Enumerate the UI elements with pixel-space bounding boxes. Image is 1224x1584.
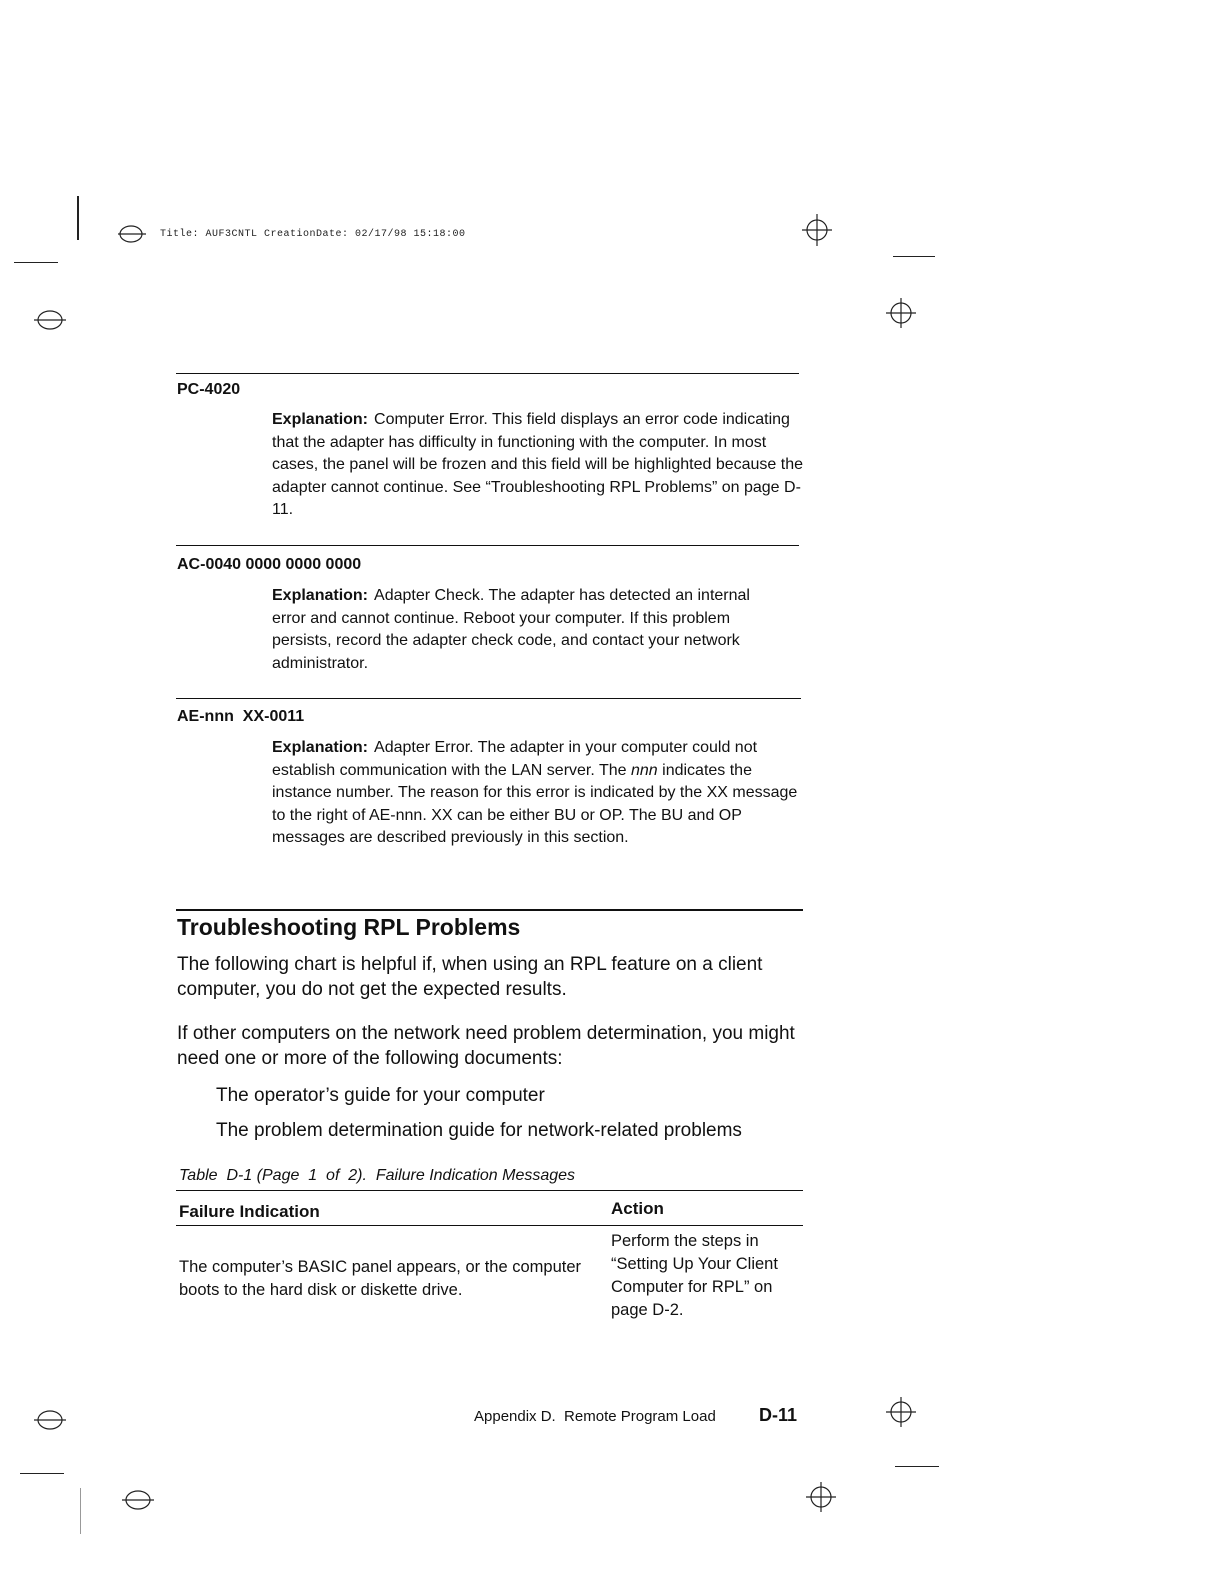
print-header-line: Title: AUF3CNTL CreationDate: 02/17/98 15:18:00 [160, 229, 466, 240]
registration-mark-icon [32, 306, 68, 334]
registration-mark-icon [118, 222, 148, 246]
registration-mark-icon [884, 1395, 918, 1429]
registration-mark-icon [120, 1486, 156, 1514]
explanation-label: Explanation: [272, 739, 369, 756]
explanation-text: Adapter Check. The adapter has detected an internal error and cannot continue. Reboot your computer. If this problem persists, record the adapter check code, and contact your network administrator. [272, 587, 750, 672]
section-title: Troubleshooting RPL Problems [177, 914, 521, 940]
crop-line-bottom-left-horizontal [20, 1473, 64, 1474]
error-code-heading: AE-nnn XX-0011 [177, 708, 305, 725]
registration-mark-icon [804, 1480, 838, 1514]
explanation-paragraph [272, 737, 807, 850]
entry-divider [176, 698, 801, 699]
footer-section-text: Appendix D. Remote Program Load [474, 1408, 716, 1425]
entry-divider [176, 545, 799, 546]
explanation-label: Explanation: [272, 411, 369, 428]
table-top-rule [176, 1190, 803, 1191]
table-cell-failure: The computer’s BASIC panel appears, or the computer boots to the hard disk or diskette drive. [179, 1258, 582, 1299]
explanation-text: Adapter Error. The adapter in your computer could not establish communication with the LAN server. The [272, 739, 758, 779]
footer-page-number: D-11 [759, 1405, 798, 1425]
crop-line-bottom-right-horizontal [895, 1466, 939, 1467]
column-header-failure: Failure Indication [179, 1202, 320, 1221]
explanation-italic-term: nnn [630, 761, 658, 779]
column-header-action: Action [611, 1199, 664, 1218]
table-header-rule [176, 1225, 803, 1226]
registration-mark-icon [800, 214, 834, 248]
table-caption: Table D-1 (Page 1 of 2). Failure Indication Messages [179, 1167, 576, 1184]
section-divider [176, 909, 803, 911]
explanation-paragraph [272, 409, 807, 522]
crop-line-bottom-left-vertical [80, 1488, 81, 1534]
document-list-item: The operator’s guide for your computer [216, 1085, 545, 1106]
registration-mark-icon [884, 296, 918, 330]
error-code-heading: PC-4020 [177, 381, 241, 398]
table-cell-action: Perform the steps in “Setting Up Your Client Computer for RPL” on page D-2. [611, 1232, 778, 1319]
explanation-text: Computer Error. This field displays an error code indicating that the adapter has difficulty in functioning with the computer. In most cases, the panel will be frozen and this field will be highlighted because the adapter cannot continue. See “Troubleshooting RPL Problems” on page D-11. [272, 411, 803, 519]
crop-line-top-left-vertical [77, 196, 79, 240]
intro-paragraph: The following chart is helpful if, when using an RPL feature on a client computer, you do not get the expected results. [177, 954, 763, 1000]
explanation-label: Explanation: [272, 587, 369, 604]
registration-mark-icon [32, 1406, 68, 1434]
crop-line-top-right-horizontal [893, 256, 935, 257]
entry-divider [176, 373, 799, 374]
document-list-item: The problem determination guide for network-related problems [216, 1120, 742, 1141]
explanation-paragraph [272, 585, 782, 675]
crop-line-top-left-horizontal [14, 262, 58, 263]
error-code-heading: AC-0040 0000 0000 0000 [177, 556, 362, 573]
documents-paragraph: If other computers on the network need problem determination, you might need one or more of the following documents: [177, 1023, 795, 1069]
explanation-text-continued: indicates the instance number. The reason for this error is indicated by the XX message to the right of AE-nnn. XX can be either BU or OP. The BU and OP messages are described previously in this section. [272, 761, 798, 847]
